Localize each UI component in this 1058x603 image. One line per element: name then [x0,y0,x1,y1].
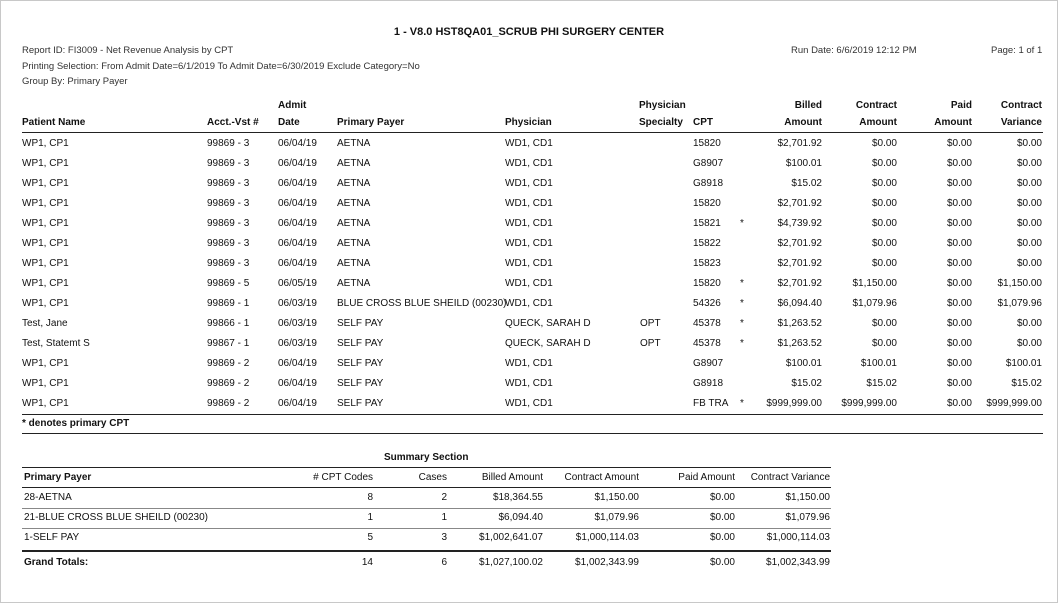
header-variance-top: Contract [1000,100,1042,111]
table-row: Test, Jane 99866 - 1 06/03/19 SELF PAY QUECK, SARAH D OPT 45378 * $1,263.52 $0.00 $0.00 $0.00 [22,318,1042,329]
detail-end-rule [22,414,1043,415]
summary-title: Summary Section [384,452,469,463]
header-variance-bottom: Variance [1000,117,1042,128]
summary-row: 1-SELF PAY 5 3 $1,002,641.07 $1,000,114.03 $0.00 $1,000,114.03 [24,532,830,543]
header-specialty-top: Physician [639,100,686,111]
header-admit-top: Admit [278,100,307,111]
summary-top-rule [22,467,831,468]
header-specialty-bottom: Specialty [639,117,683,128]
footnote-rule [22,433,1043,434]
header-paid-top: Paid [950,100,972,111]
table-row: WP1, CP1 99869 - 2 06/04/19 SELF PAY WD1, CD1 G8918 $15.02 $15.02 $0.00 $15.02 [22,378,1042,389]
header-contract-top: Contract [855,100,897,111]
summary-totals-rule [22,550,831,552]
summary-row: 21-BLUE CROSS BLUE SHEILD (00230) 1 1 $6,094.40 $1,079.96 $0.00 $1,079.96 [24,512,830,523]
printing-selection: Printing Selection: From Admit Date=6/1/2019 To Admit Date=6/30/2019 Exclude Category=No [22,61,420,72]
summary-row: 28-AETNA 8 2 $18,364.55 $1,150.00 $0.00 $1,150.00 [24,492,830,503]
table-row: WP1, CP1 99869 - 3 06/04/19 AETNA WD1, CD1 G8918 $15.02 $0.00 $0.00 $0.00 [22,178,1042,189]
header-patient-name: Patient Name [22,117,86,128]
table-row: WP1, CP1 99869 - 5 06/05/19 AETNA WD1, CD1 15820 * $2,701.92 $1,150.00 $0.00 $1,150.00 [22,278,1042,289]
table-row: WP1, CP1 99869 - 3 06/04/19 AETNA WD1, CD1 15821 * $4,739.92 $0.00 $0.00 $0.00 [22,218,1042,229]
table-row: WP1, CP1 99869 - 3 06/04/19 AETNA WD1, CD1 15820 $2,701.92 $0.00 $0.00 $0.00 [22,138,1042,149]
group-by: Group By: Primary Payer [22,76,128,87]
table-row: WP1, CP1 99869 - 3 06/04/19 AETNA WD1, CD1 15820 $2,701.92 $0.00 $0.00 $0.00 [22,198,1042,209]
table-row: WP1, CP1 99869 - 2 06/04/19 SELF PAY WD1, CD1 FB TRA * $999,999.00 $999,999.00 $0.00 $999,999.00 [22,398,1042,409]
header-cpt: CPT [693,117,713,128]
table-row: Test, Statemt S 99867 - 1 06/03/19 SELF PAY QUECK, SARAH D OPT 45378 * $1,263.52 $0.00 $0.00 $0.00 [22,338,1042,349]
header-admit-bottom: Date [278,117,300,128]
summary-header: Primary Payer # CPT Codes Cases Billed Amount Contract Amount Paid Amount Contract Variance [24,472,830,483]
table-row: WP1, CP1 99869 - 3 06/04/19 AETNA WD1, CD1 G8907 $100.01 $0.00 $0.00 $0.00 [22,158,1042,169]
run-date: Run Date: 6/6/2019 12:12 PM [791,45,917,56]
header-rule [22,132,1043,133]
summary-grand-totals: Grand Totals: 14 6 $1,027,100.02 $1,002,343.99 $0.00 $1,002,343.99 [24,557,830,568]
report-title: 1 - V8.0 HST8QA01_SCRUB PHI SURGERY CENTER [393,26,665,38]
report-id: Report ID: FI3009 - Net Revenue Analysis by CPT [22,45,234,56]
header-acct-vst: Acct.-Vst # [207,117,259,128]
table-row: WP1, CP1 99869 - 2 06/04/19 SELF PAY WD1, CD1 G8907 $100.01 $100.01 $0.00 $100.01 [22,358,1042,369]
header-physician: Physician [505,117,552,128]
header-primary-payer: Primary Payer [337,117,405,128]
header-contract-bottom: Amount [859,117,897,128]
table-row: WP1, CP1 99869 - 3 06/04/19 AETNA WD1, CD1 15822 $2,701.92 $0.00 $0.00 $0.00 [22,238,1042,249]
header-paid-bottom: Amount [934,117,972,128]
table-row: WP1, CP1 99869 - 1 06/03/19 BLUE CROSS BLUE SHEILD (00230) WD1, CD1 54326 * $6,094.40 $1,079.96 $0.00 $1,079.96 [22,298,1042,309]
page-number: Page: 1 of 1 [991,45,1043,56]
table-row: WP1, CP1 99869 - 3 06/04/19 AETNA WD1, CD1 15823 $2,701.92 $0.00 $0.00 $0.00 [22,258,1042,269]
header-billed-bottom: Amount [784,117,822,128]
primary-cpt-footnote: * denotes primary CPT [22,418,130,429]
summary-header-rule [22,487,831,488]
header-billed-top: Billed [794,100,822,111]
